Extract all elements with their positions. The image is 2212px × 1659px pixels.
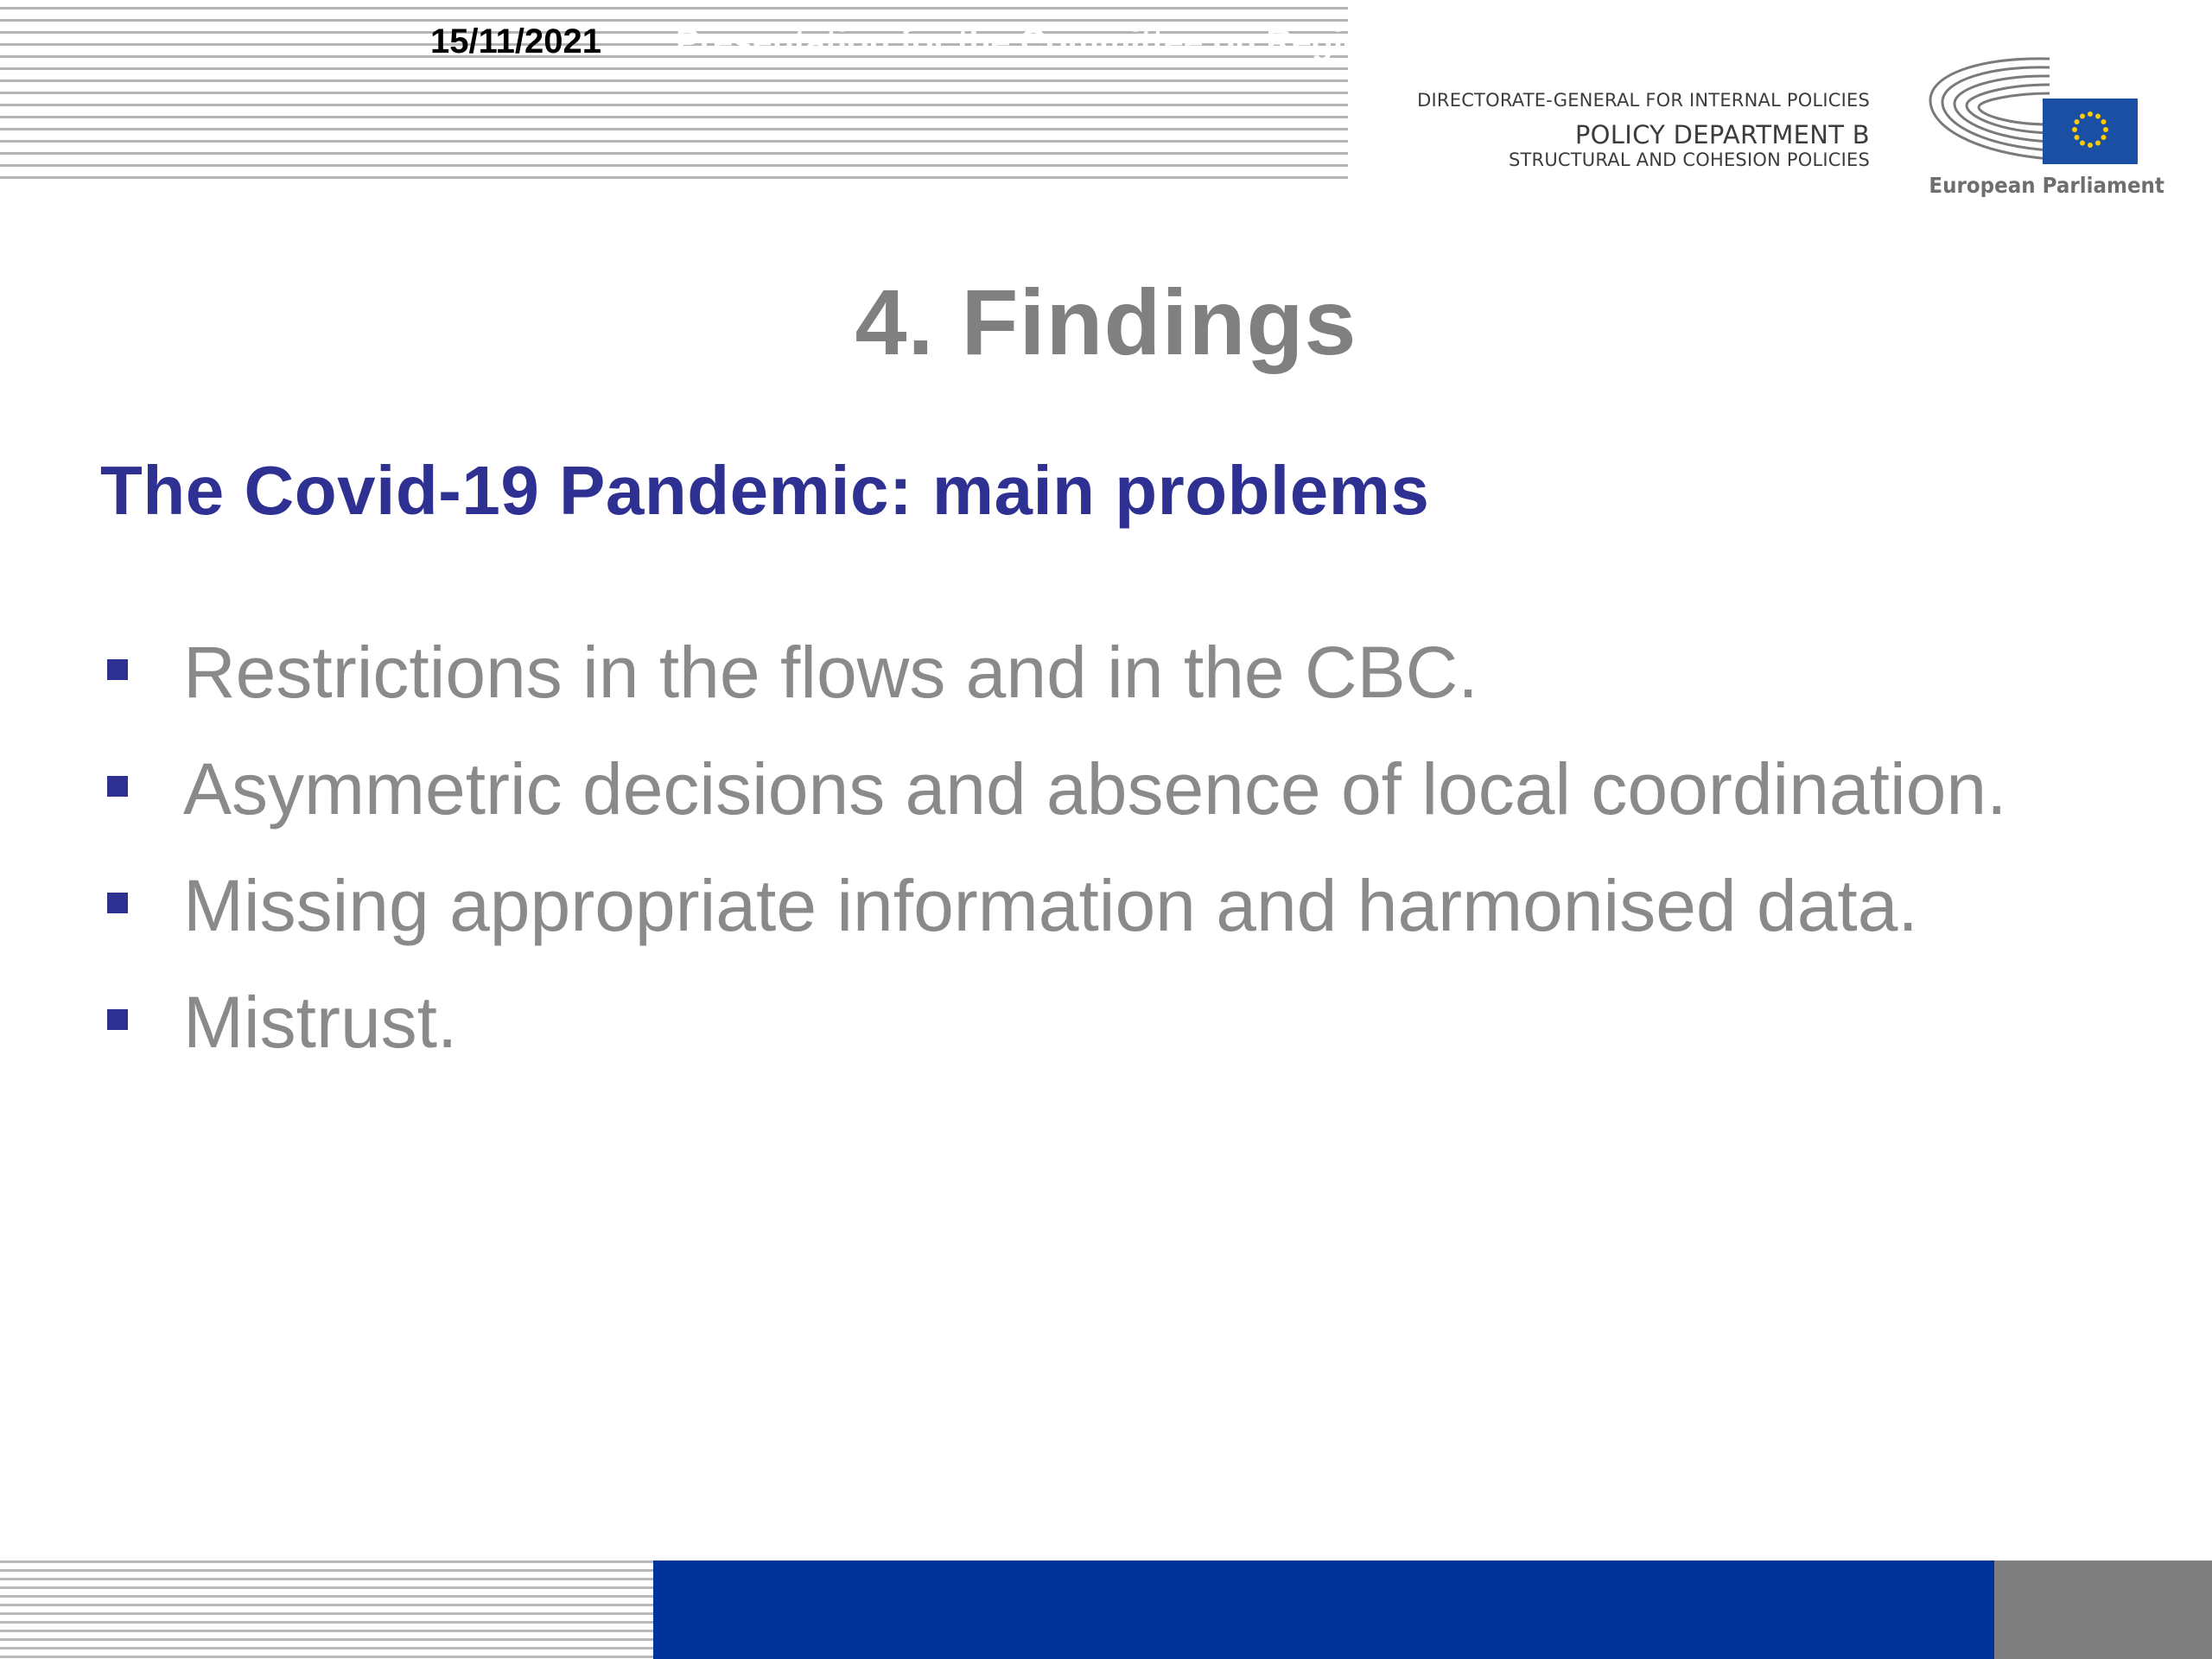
bullet-text: Asymmetric decisions and absence of local coordination. xyxy=(183,748,2007,830)
slide-title-text: 4. Findings xyxy=(855,270,1357,374)
square-bullet-icon xyxy=(107,776,128,797)
bullet-text: Restrictions in the flows and in the CBC. xyxy=(183,632,1478,713)
footer-blue-band xyxy=(653,1560,1994,1659)
eu-flag xyxy=(2043,99,2138,164)
european-parliament-label: European Parliament xyxy=(1929,173,2164,198)
department-label: POLICY DEPARTMENT B xyxy=(1574,120,1870,150)
footer-bar xyxy=(0,1560,2212,1659)
footer-date: 15/11/2021 xyxy=(430,22,601,60)
footer-page-box xyxy=(1994,1560,2212,1659)
european-parliament-logo xyxy=(1920,48,2164,204)
square-bullet-icon xyxy=(107,893,128,913)
policies-label: STRUCTURAL AND COHESION POLICIES xyxy=(1508,149,1870,171)
header-department-block xyxy=(1417,90,1870,171)
footer-presentation-title: Presentation for the Committee on Regional Development xyxy=(676,22,1649,61)
bullet-text: Mistrust. xyxy=(183,982,458,1063)
slide-title xyxy=(0,268,2212,376)
footer-stripes xyxy=(0,1560,653,1659)
page-number: 12 xyxy=(2017,22,2056,61)
square-bullet-icon xyxy=(107,1009,128,1030)
directorate-label: DIRECTORATE-GENERAL FOR INTERNAL POLICIES xyxy=(1417,90,1870,111)
bullet-text: Missing appropriate information and harmonised data. xyxy=(183,865,1918,946)
square-bullet-icon xyxy=(107,659,128,680)
slide-subtitle: The Covid-19 Pandemic: main problems xyxy=(100,452,1430,529)
